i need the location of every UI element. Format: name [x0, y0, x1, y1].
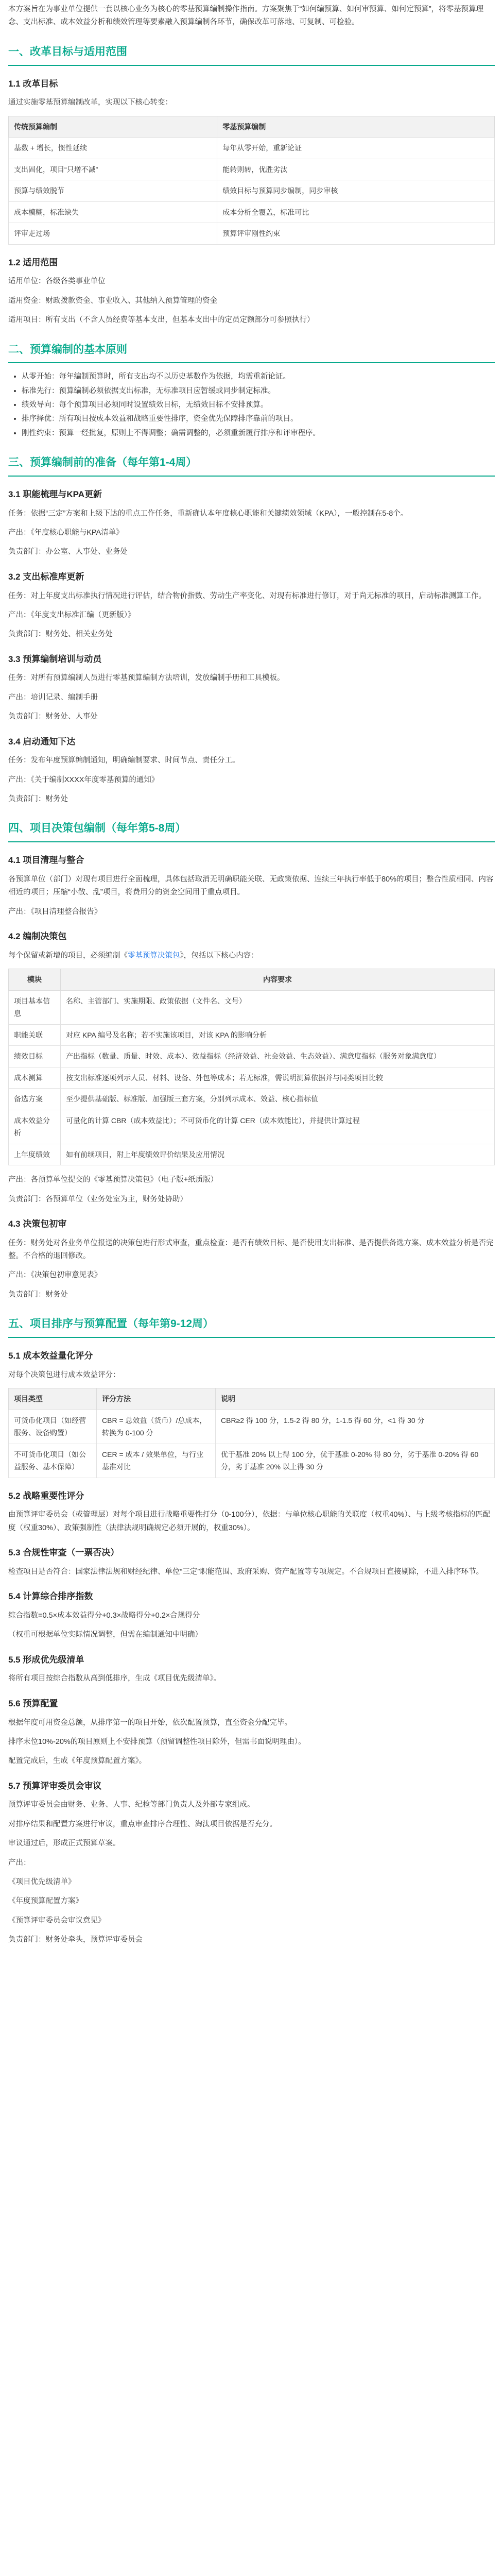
table-cell: CBR≥2 得 100 分，1.5-2 得 80 分，1-1.5 得 60 分，<1 得 30 分 [216, 1410, 495, 1444]
table-row [9, 1046, 495, 1067]
s5-7-task-2: 对排序结果和配置方案进行审议，重点审查排序合理性、淘汰项目依据是否充分。 [8, 1820, 277, 1828]
table-cell: 可量化的计算 CBR（成本效益比）；不可货币化的计算 CER（成本效能比），并提供计算过程 [61, 1110, 495, 1144]
table-cell: 如有前续项目，附上年度绩效评价结果及应用情况 [61, 1144, 495, 1165]
s4-1-task: 各预算单位（部门）对现有项目进行全面梳理，具体包括取消无明确职能关联、无政策依据、连续三年执行率低于80%的项目；整合性质相同、内容相近的项目；压缩“小散、乱”项目，将费用分的资金空间用于重点项目。 [8, 875, 494, 897]
table-cell: 成本模糊，标准缺失 [9, 201, 217, 223]
table-row [9, 1444, 495, 1478]
s3-4-output: 产出：《关于编制XXXX年度零基预算的通知》 [8, 775, 159, 784]
table-cell: 预算评审刚性约束 [217, 223, 495, 245]
s4-2-lead-post: 》，包括以下核心内容： [180, 951, 258, 960]
s5-6-task-1: 根据年度可用资金总额，从排序第一的项目开始，依次配置预算，直至资金分配完毕。 [8, 1718, 292, 1727]
subsection-5-4-heading: 5.4 计算综合排序指数 [8, 1591, 93, 1602]
table-cell: 至少提供基础版、标准版、加强版三套方案，分别列示成本、效益、核心指标值 [61, 1089, 495, 1110]
table-cell: 成本分析全覆盖，标准可比 [217, 201, 495, 223]
table-row [9, 1110, 495, 1144]
table-cell: 基数 + 增长，惯性延续 [9, 138, 217, 159]
s5-6-task-2: 排序末位10%-20%的项目原则上不安排预算（预留调整性项目除外，但需书面说明理由）。 [8, 1737, 306, 1746]
s3-4-task: 任务：发布年度预算编制通知，明确编制要求、时间节点、责任分工。 [8, 756, 240, 765]
table-row [9, 1410, 495, 1444]
table-row [9, 1089, 495, 1110]
comparison-table [8, 116, 495, 245]
subsection-3-4-heading: 3.4 启动通知下达 [8, 736, 76, 747]
list-item: • 刚性约束：预算一经批复，原则上不得调整；确需调整的，必须重新履行排序和评审程序。 [22, 427, 495, 440]
s3-4-owner: 负责部门：财务处 [8, 795, 68, 803]
subsection-5-5-heading: 5.5 形成优先级清单 [8, 1654, 84, 1665]
subsection-1-2-heading: 1.2 适用范围 [8, 257, 58, 267]
table-cell: 支出固化，项目“只增不减” [9, 159, 217, 180]
table-cell: 备选方案 [9, 1089, 61, 1110]
table-header: 说明 [216, 1388, 495, 1410]
scope-units: 适用单位：各级各类事业单位 [8, 277, 106, 286]
table-cell: CBR = 总效益（货币）/总成本，转换为 0-100 分 [97, 1410, 216, 1444]
s5-2-task: 由预算评审委员会（或管理层）对每个项目进行战略重要性打分（0-100分），依据：与单位核心职能的关联度（权重40%）、与上级考核指标的匹配度（权重30%）、政策强制性（法律法规明确规定必须开展的，权重30%）。 [8, 1511, 491, 1532]
s5-5-task: 将所有项目按综合指数从高到低排序，生成《项目优先级清单》。 [8, 1674, 221, 1683]
s3-3-output: 产出：培训记录、编制手册 [8, 693, 98, 702]
table-cell: 绩效目标 [9, 1046, 61, 1067]
table-row [9, 1024, 495, 1046]
table-cell: 上年度绩效 [9, 1144, 61, 1165]
table-row [9, 223, 495, 245]
table-cell: 名称、主管部门、实施期限、政策依据（文件名、文号） [61, 990, 495, 1024]
list-item: • 绩效导向：每个预算项目必须同时设置绩效目标，无绩效目标不安排预算。 [22, 399, 495, 412]
s5-7-output-1: 《项目优先级清单》 [8, 1877, 76, 1886]
table-cell: 项目基本信息 [9, 990, 61, 1024]
section-2-heading: 二、预算编制的基本原则 [8, 341, 495, 364]
subsection-5-2-heading: 5.2 战略重要性评分 [8, 1490, 84, 1501]
subsection-5-3-heading: 5.3 合规性审查（一票否决） [8, 1548, 119, 1557]
s5-7-output-label: 产出： [8, 1858, 31, 1867]
subsection-4-1-heading: 4.1 项目清理与整合 [8, 855, 84, 866]
intro-paragraph: 本方案旨在为事业单位提供一套以核心业务为核心的零基预算编制操作指南。方案聚焦于“如何编预算、如何审预算、如何定预算”，将零基预算理念、支出标准、成本效益分析和绩效管理等要素融入预算编制各环节，确保改革可落地、可复制、可检验。 [8, 5, 484, 27]
s4-2-lead [8, 950, 495, 962]
table-cell: 能转则转，优胜劣汰 [217, 159, 495, 180]
table-cell: 成本效益分析 [9, 1110, 61, 1144]
s5-7-output-3: 《预算评审委员会审议意见》 [8, 1916, 106, 1925]
s3-1-task: 任务：依据“三定”方案和上级下达的重点工作任务，重新确认本年度核心职能和关键绩效领域（KPA），一般控制在5-8个。 [8, 509, 408, 518]
s4-2-output: 产出：各预算单位提交的《零基预算决策包》（电子版+纸质版） [8, 1176, 218, 1184]
s5-6-output: 配置完成后，生成《年度预算配置方案》。 [8, 1757, 147, 1766]
table-header: 内容要求 [61, 969, 495, 991]
s5-7-owner: 负责部门：财务处牵头，预算评审委员会 [8, 1936, 143, 1944]
table-cell: 产出指标（数量、质量、时效、成本）、效益指标（经济效益、社会效益、生态效益）、满意度指标（服务对象满意度） [61, 1046, 495, 1067]
table-cell: 成本测算 [9, 1067, 61, 1089]
s4-3-task: 任务：财务处对各业务单位报送的决策包进行形式审查，重点检查：是否有绩效目标、是否使用支出标准、是否提供备选方案、成本效益分析是否完整。不合格的退回修改。 [8, 1239, 494, 1260]
subsection-3-2-heading: 3.2 支出标准库更新 [8, 571, 84, 582]
table-cell: 每年从零开始，重新论证 [217, 138, 495, 159]
s4-3-owner: 负责部门：财务处 [8, 1290, 68, 1299]
list-item: • 排序择优：所有项目按成本效益和战略重要性排序，资金优先保障排序靠前的项目。 [22, 413, 495, 426]
s3-2-output: 产出：《年度支出标准汇编（更新版）》 [8, 611, 135, 619]
table-cell: 预算与绩效脱节 [9, 180, 217, 202]
table-header: 零基预算编制 [217, 116, 495, 138]
list-item: • 从零开始：每年编制预算时，所有支出均不以历史基数作为依据，均需重新论证。 [22, 370, 495, 383]
s5-7-task-3: 审议通过后，形成正式预算草案。 [8, 1839, 120, 1848]
principles-list [8, 370, 495, 440]
s1-lead: 通过实施零基预算编制改革，实现以下核心转变： [8, 98, 172, 107]
decision-package-table [8, 969, 495, 1165]
section-4-heading: 四、项目决策包编制（每年第5-8周） [8, 819, 495, 842]
s4-3-output: 产出：《决策包初审意见表》 [8, 1271, 102, 1280]
subsection-5-1-heading: 5.1 成本效益量化评分 [8, 1350, 93, 1361]
table-cell: 不可货币化项目（如公益服务、基本保障） [9, 1444, 97, 1478]
table-cell: 按支出标准逐项列示人员、材料、设备、外包等成本；若无标准，需说明测算依据并与同类项目比较 [61, 1067, 495, 1089]
decision-package-link[interactable]: 零基预算决策包 [128, 951, 180, 960]
list-item: • 标准先行：预算编制必须依据支出标准，无标准项目应暂缓或同步制定标准。 [22, 385, 495, 398]
section-3-heading: 三、预算编制前的准备（每年第1-4周） [8, 453, 495, 477]
s3-3-owner: 负责部门：财务处、人事处 [8, 713, 98, 721]
s5-7-output-2: 《年度预算配置方案》 [8, 1897, 83, 1906]
subsection-5-6-heading: 5.6 预算配置 [8, 1698, 58, 1708]
subsection-4-2-heading: 4.2 编制决策包 [8, 931, 67, 941]
s3-1-output: 产出：《年度核心职能与KPA清单》 [8, 529, 124, 537]
table-cell: 职能关联 [9, 1024, 61, 1046]
s4-1-output: 产出：《项目清理整合报告》 [8, 907, 102, 916]
table-cell: 可货币化项目（如经营服务、设备购置） [9, 1410, 97, 1444]
section-1-heading: 一、改革目标与适用范围 [8, 43, 495, 66]
subsection-4-3-heading: 4.3 决策包初审 [8, 1218, 67, 1229]
table-row [9, 138, 495, 159]
table-row [9, 159, 495, 180]
table-header: 模块 [9, 969, 61, 991]
table-row [9, 1144, 495, 1165]
table-row [9, 1067, 495, 1089]
table-row [9, 180, 495, 202]
subsection-3-1-heading: 3.1 职能梳理与KPA更新 [8, 489, 102, 499]
table-header: 传统预算编制 [9, 116, 217, 138]
scope-funds: 适用资金：财政拨款资金、事业收入、其他纳入预算管理的资金 [8, 296, 217, 305]
scope-projects: 适用项目：所有支出（不含人员经费等基本支出，但基本支出中的定员定额部分可参照执行） [8, 316, 315, 325]
s3-1-owner: 负责部门：办公室、人事处、业务处 [8, 548, 128, 556]
table-cell: 评审走过场 [9, 223, 217, 245]
table-header: 评分方法 [97, 1388, 216, 1410]
section-5-heading: 五、项目排序与预算配置（每年第9-12周） [8, 1315, 495, 1338]
s3-2-task: 任务：对上年度支出标准执行情况进行评估，结合物价指数、劳动生产率变化、对现有标准进行修订，对于尚无标准的项目，启动标准测算工作。 [8, 591, 486, 600]
subsection-1-1-heading: 1.1 改革目标 [8, 78, 58, 89]
subsection-5-7-heading: 5.7 预算评审委员会审议 [8, 1781, 102, 1791]
table-row [9, 201, 495, 223]
s3-3-task: 任务：对所有预算编制人员进行零基预算编制方法培训，发放编制手册和工具模板。 [8, 674, 285, 683]
s5-4-formula: 综合指数=0.5×成本效益得分+0.3×战略得分+0.2×合规得分 [8, 1611, 200, 1620]
table-row [9, 990, 495, 1024]
table-cell: CER = 成本 / 效果单位，与行业基准对比 [97, 1444, 216, 1478]
s3-2-owner: 负责部门：财务处、相关业务处 [8, 630, 113, 639]
scoring-table [8, 1388, 495, 1478]
s4-2-owner: 负责部门：各预算单位（业务处室为主，财务处协助） [8, 1195, 187, 1204]
s5-1-lead: 对每个决策包进行成本效益评分： [8, 1370, 120, 1379]
table-cell: 对应 KPA 编号及名称；若不实施该项目，对该 KPA 的影响分析 [61, 1024, 495, 1046]
s5-3-task: 检查项目是否符合：国家法律法规和财经纪律、单位“三定”职能范围、政府采购、资产配置等专项规定。不合规项目直接剔除，不进入排序环节。 [8, 1567, 484, 1576]
table-cell: 优于基准 20% 以上得 100 分，优于基准 0-20% 得 80 分，劣于基准 0-20% 得 60 分，劣于基准 20% 以上得 30 分 [216, 1444, 495, 1478]
s4-2-lead-pre: 每个保留或新增的项目，必须编制《 [8, 951, 128, 960]
s5-7-task-1: 预算评审委员会由财务、业务、人事、纪检等部门负责人及外部专家组成。 [8, 1801, 255, 1809]
table-cell: 绩效目标与预算同步编制，同步审核 [217, 180, 495, 202]
s5-4-note: （权重可根据单位实际情况调整，但需在编制通知中明确） [8, 1631, 202, 1639]
subsection-3-3-heading: 3.3 预算编制培训与动员 [8, 654, 102, 664]
table-header: 项目类型 [9, 1388, 97, 1410]
